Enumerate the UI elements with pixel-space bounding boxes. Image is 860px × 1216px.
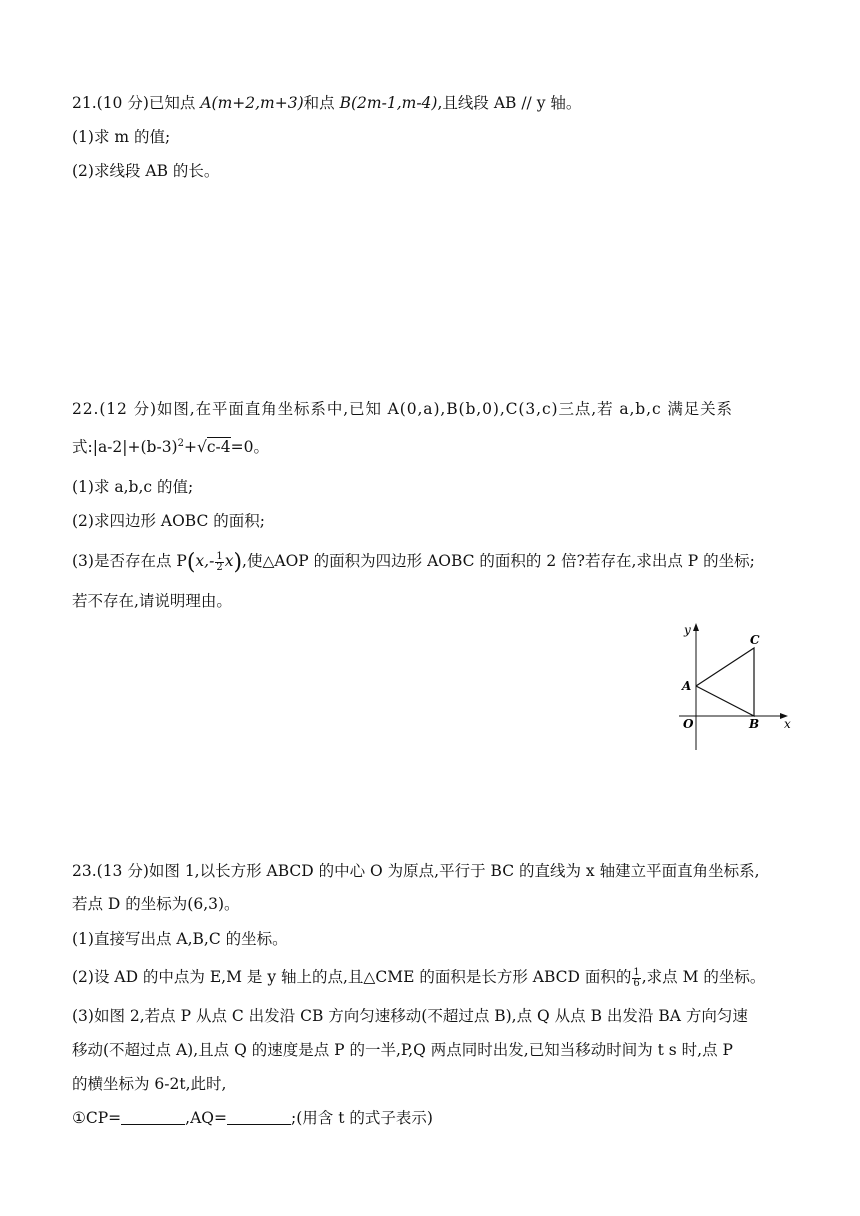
q22-coordinate-figure [674,620,804,760]
q21-part1: (1)求 m 的值; [72,128,171,146]
q22-part3-x2: x [224,552,234,570]
q21-part2: (2)求线段 AB 的长。 [72,162,220,180]
q23-stem-line2: 若点 D 的坐标为(6,3)。 [72,895,240,913]
q21-stem-post: ,且线段 AB // y 轴。 [437,94,582,112]
q23-sub1-post: ;(用含 t 的式子表示) [291,1109,433,1127]
q22-expr-pre: 式:|a-2|+(b-3) [72,438,178,456]
q22-part3-line2: 若不存在,请说明理由。 [72,592,232,610]
q23-sub1 [72,1107,433,1129]
q22-stem-line1: 22.(12 分)如图,在平面直角坐标系中,已知 A(0,a),B(b,0),C(3,c)三点,若 a,b,c 满足关系 [72,400,733,418]
q22-part1: (1)求 a,b,c 的值; [72,478,194,496]
y-axis-arrow-icon [693,623,699,631]
q22-expr-post: =0。 [230,438,270,456]
label-x: x [784,717,791,731]
q22-part3-post: ,使△AOP 的面积为四边形 AOBC 的面积的 2 倍?若存在,求出点 P 的坐标; [242,552,755,570]
q21-point-b: B [339,94,351,112]
label-b: B [749,717,760,731]
q21-mid: 和点 [303,94,340,112]
label-y: y [684,623,691,637]
q22-part3-x: x,- [195,552,215,570]
q22-part3: (3)是否存在点 P(x,- $\frac{1}{2}$ x),使△AOP 的面积为四边形 AOBC 的面积的 2 倍?若存在,求出点 P 的坐标; [72,550,755,575]
q23-part2 [72,966,765,989]
q22-plus: + [183,438,197,456]
q23-part2-post: ,求点 M 的坐标。 [641,968,766,986]
q22-part3-pre: (3)是否存在点 P [72,552,187,570]
q23-cp-label: ①CP= [72,1109,122,1127]
q21-stem [72,92,581,114]
q22-fraction: $\frac{1}{2}$ [216,550,223,573]
q23-fraction: $\frac{1}{6}$ [633,966,640,989]
q23-part3-line3: 的横坐标为 6-2t,此时, [72,1075,227,1093]
q22-sqrt-expr: c-4 [206,438,231,456]
q21-stem-pre: 21.(10 分)已知点 [72,94,201,112]
q23-part3-line1: (3)如图 2,若点 P 从点 C 出发沿 CB 方向匀速移动(不超过点 B),点 Q 从点 B 出发沿 BA 方向匀速 [72,1007,748,1025]
q23-part3-line2: 移动(不超过点 A),且点 Q 的速度是点 P 的一半,P,Q 两点同时出发,已知当移动时间为 t s 时,点 P [72,1041,733,1059]
cp-answer-blank[interactable] [121,1110,185,1125]
q21-point-b-coords: (2m-1,m-4) [350,94,438,112]
label-c: C [750,633,760,647]
q22-exponent: 2 [177,437,184,449]
q23-stem-line1: 23.(13 分)如图 1,以长方形 ABCD 的中心 O 为原点,平行于 BC 的直线为 x 轴建立平面直角坐标系, [72,862,760,880]
q22-part2: (2)求四边形 AOBC 的面积; [72,512,265,530]
quadrilateral-aobc [696,648,754,716]
q21-point-a: A [200,94,212,112]
q23-part2-pre: (2)设 AD 的中点为 E,M 是 y 轴上的点,且△CME 的面积是长方形 ABCD 面积的 [72,968,632,986]
q23-aq-label: ,AQ= [185,1109,227,1127]
label-o: O [683,717,694,731]
aq-answer-blank[interactable] [227,1110,291,1125]
q23-part1: (1)直接写出点 A,B,C 的坐标。 [72,930,288,948]
q21-point-a-coords: (m+2,m+3) [211,94,304,112]
label-a: A [682,679,692,693]
q22-stem-line2: 式$:|a-2|+(b-3)^2+√c-4=0$。 [72,437,270,456]
